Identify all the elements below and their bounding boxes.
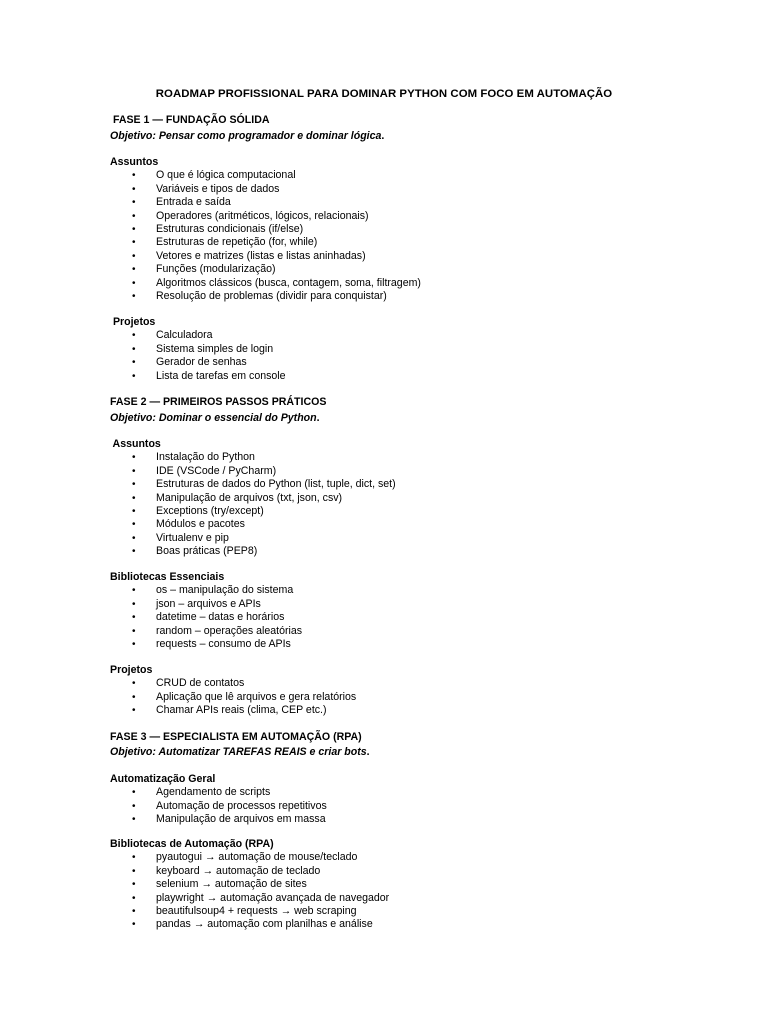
fase2-assuntos-list bbox=[110, 451, 710, 558]
objective-end: . bbox=[316, 411, 320, 424]
list-item-text: Instalação do Python bbox=[156, 451, 255, 464]
fase2-projetos-list bbox=[110, 677, 710, 717]
list-item bbox=[110, 250, 710, 263]
bullet-icon: • bbox=[132, 183, 136, 195]
list-item bbox=[110, 263, 710, 276]
fase1-assuntos-heading: Assuntos bbox=[110, 156, 159, 168]
list-item bbox=[110, 611, 710, 624]
list-item bbox=[110, 478, 710, 491]
fase3-geral-heading: Automatização Geral bbox=[110, 773, 216, 785]
fase3-heading: FASE 3 — ESPECIALISTA EM AUTOMAÇÃO (RPA) bbox=[110, 731, 362, 743]
list-item-text: Estruturas condicionais (if/else) bbox=[156, 222, 304, 235]
list-item-text: O que é lógica computacional bbox=[156, 169, 296, 182]
list-item-text: Estruturas de dados do Python (list, tuple, dict, set) bbox=[156, 478, 396, 491]
list-item-text: Módulos e pacotes bbox=[156, 518, 245, 531]
bullet-icon: • bbox=[132, 598, 136, 610]
fase1-assuntos-list bbox=[110, 169, 710, 303]
bullet-icon: • bbox=[132, 546, 136, 558]
bullet-icon: • bbox=[132, 705, 136, 717]
objective-text: Automatizar TAREFAS REAIS e criar bots bbox=[155, 746, 367, 759]
list-item bbox=[110, 518, 710, 531]
bullet-icon: • bbox=[132, 892, 136, 904]
list-item bbox=[110, 584, 710, 597]
fase2-bibliotecas-list bbox=[110, 584, 710, 651]
list-item-text: beautifulsoup4 + requests → web scraping bbox=[156, 904, 357, 917]
bullet-icon: • bbox=[132, 505, 136, 517]
fase3-rpa bbox=[110, 838, 710, 932]
objective-label: Objetivo: bbox=[110, 411, 156, 424]
list-item bbox=[110, 356, 710, 369]
list-item-text: pandas → automação com planilhas e análise bbox=[156, 918, 373, 931]
list-item bbox=[110, 786, 710, 799]
list-item-text: selenium → automação de sites bbox=[156, 878, 307, 891]
bullet-icon: • bbox=[132, 492, 136, 504]
list-item bbox=[110, 169, 710, 182]
bullet-icon: • bbox=[132, 519, 136, 531]
list-item bbox=[110, 210, 710, 223]
list-item-text: Manipulação de arquivos (txt, json, csv) bbox=[156, 491, 343, 504]
list-item-text: Entrada e saída bbox=[156, 196, 231, 209]
list-item bbox=[110, 813, 710, 826]
bullet-icon: • bbox=[132, 678, 136, 690]
list-item bbox=[110, 505, 710, 518]
fase3-objective bbox=[110, 746, 710, 759]
list-item-text: Sistema simples de login bbox=[156, 342, 274, 355]
list-item bbox=[110, 691, 710, 704]
list-item bbox=[110, 677, 710, 690]
bullet-icon: • bbox=[132, 370, 136, 382]
list-item-text: Boas práticas (PEP8) bbox=[156, 545, 258, 558]
fase1-projetos-list bbox=[110, 329, 710, 383]
list-item bbox=[110, 532, 710, 545]
list-item bbox=[110, 492, 710, 505]
list-item-text: Virtualenv e pip bbox=[156, 531, 229, 544]
list-item bbox=[110, 892, 710, 905]
bullet-icon: • bbox=[132, 197, 136, 209]
document-title: ROADMAP PROFISSIONAL PARA DOMINAR PYTHON COM FOCO EM AUTOMAÇÃO bbox=[155, 88, 613, 100]
list-item-text: Aplicação que lê arquivos e gera relatórios bbox=[156, 690, 357, 703]
bullet-icon: • bbox=[132, 852, 136, 864]
fase2-bibliotecas bbox=[110, 571, 710, 651]
fase1-assuntos bbox=[110, 156, 710, 303]
list-item bbox=[110, 918, 710, 931]
list-item-text: CRUD de contatos bbox=[156, 677, 245, 690]
fase1-section bbox=[110, 114, 710, 143]
fase2-projetos bbox=[110, 664, 710, 718]
list-item bbox=[110, 236, 710, 249]
fase1-heading: FASE 1 — FUNDAÇÃO SÓLIDA bbox=[110, 114, 270, 126]
list-item bbox=[110, 465, 710, 478]
fase3-section bbox=[110, 731, 710, 760]
bullet-icon: • bbox=[132, 905, 136, 917]
list-item bbox=[110, 878, 710, 891]
bullet-icon: • bbox=[132, 879, 136, 891]
list-item-text: requests – consumo de APIs bbox=[156, 637, 291, 650]
list-item-text: Funções (modularização) bbox=[156, 263, 276, 276]
list-item-text: Lista de tarefas em console bbox=[156, 369, 286, 382]
bullet-icon: • bbox=[132, 330, 136, 342]
fase2-assuntos bbox=[110, 438, 710, 559]
list-item bbox=[110, 370, 710, 383]
list-item-text: pyautogui → automação de mouse/teclado bbox=[156, 851, 358, 864]
list-item-text: Agendamento de scripts bbox=[156, 786, 271, 799]
bullet-icon: • bbox=[132, 357, 136, 369]
objective-label: Objetivo: bbox=[110, 129, 156, 142]
bullet-icon: • bbox=[132, 585, 136, 597]
list-item bbox=[110, 343, 710, 356]
list-item-text: Chamar APIs reais (clima, CEP etc.) bbox=[156, 704, 327, 717]
bullet-icon: • bbox=[132, 479, 136, 491]
fase2-heading: FASE 2 — PRIMEIROS PASSOS PRÁTICOS bbox=[110, 396, 327, 408]
bullet-icon: • bbox=[132, 814, 136, 826]
list-item bbox=[110, 800, 710, 813]
bullet-icon: • bbox=[132, 465, 136, 477]
objective-text: Pensar como programador e dominar lógica bbox=[155, 129, 382, 142]
list-item-text: Vetores e matrizes (listas e listas aninhadas) bbox=[156, 249, 366, 262]
list-item bbox=[110, 638, 710, 651]
list-item-text: Resolução de problemas (dividir para conquistar) bbox=[156, 289, 387, 302]
fase1-projetos bbox=[110, 316, 710, 383]
list-item bbox=[110, 704, 710, 717]
fase2-bibliotecas-heading: Bibliotecas Essenciais bbox=[110, 571, 225, 583]
bullet-icon: • bbox=[132, 277, 136, 289]
fase3-geral bbox=[110, 773, 710, 827]
bullet-icon: • bbox=[132, 532, 136, 544]
bullet-icon: • bbox=[132, 787, 136, 799]
bullet-icon: • bbox=[132, 223, 136, 235]
list-item-text: json – arquivos e APIs bbox=[156, 597, 261, 610]
list-item bbox=[110, 545, 710, 558]
list-item bbox=[110, 329, 710, 342]
bullet-icon: • bbox=[132, 638, 136, 650]
list-item-text: IDE (VSCode / PyCharm) bbox=[156, 464, 277, 477]
bullet-icon: • bbox=[132, 250, 136, 262]
bullet-icon: • bbox=[132, 865, 136, 877]
list-item-text: Manipulação de arquivos em massa bbox=[156, 813, 326, 826]
list-item bbox=[110, 865, 710, 878]
fase2-section bbox=[110, 396, 710, 425]
objective-text: Dominar o essencial do Python bbox=[155, 411, 317, 424]
fase2-assuntos-heading: Assuntos bbox=[110, 438, 161, 450]
list-item-text: playwright → automação avançada de navegador bbox=[156, 891, 390, 904]
bullet-icon: • bbox=[132, 170, 136, 182]
objective-label: Objetivo: bbox=[110, 746, 156, 759]
list-item-text: os – manipulação do sistema bbox=[156, 584, 294, 597]
bullet-icon: • bbox=[132, 237, 136, 249]
fase3-rpa-heading: Bibliotecas de Automação (RPA) bbox=[110, 838, 274, 850]
list-item-text: Estruturas de repetição (for, while) bbox=[156, 236, 318, 249]
list-item bbox=[110, 851, 710, 864]
list-item-text: Operadores (aritméticos, lógicos, relacionais) bbox=[156, 209, 369, 222]
list-item-text: Automação de processos repetitivos bbox=[156, 799, 327, 812]
list-item bbox=[110, 183, 710, 196]
list-item bbox=[110, 598, 710, 611]
bullet-icon: • bbox=[132, 264, 136, 276]
list-item bbox=[110, 196, 710, 209]
bullet-icon: • bbox=[132, 625, 136, 637]
bullet-icon: • bbox=[132, 919, 136, 931]
bullet-icon: • bbox=[132, 290, 136, 302]
list-item bbox=[110, 277, 710, 290]
objective-end: . bbox=[381, 129, 385, 142]
list-item-text: Exceptions (try/except) bbox=[156, 504, 264, 517]
list-item-text: random – operações aleatórias bbox=[156, 624, 303, 637]
list-item-text: Algoritmos clássicos (busca, contagem, soma, filtragem) bbox=[156, 276, 421, 289]
fase3-geral-list bbox=[110, 786, 710, 826]
bullet-icon: • bbox=[132, 691, 136, 703]
objective-end: . bbox=[366, 746, 370, 759]
list-item bbox=[110, 223, 710, 236]
list-item-text: datetime – datas e horários bbox=[156, 611, 285, 624]
list-item-text: Variáveis e tipos de dados bbox=[156, 182, 280, 195]
list-item bbox=[110, 451, 710, 464]
fase3-rpa-list bbox=[110, 851, 710, 931]
list-item-text: Gerador de senhas bbox=[156, 356, 247, 369]
fase1-objective bbox=[110, 130, 710, 143]
list-item-text: keyboard → automação de teclado bbox=[156, 864, 321, 877]
list-item bbox=[110, 625, 710, 638]
list-item-text: Calculadora bbox=[156, 329, 213, 342]
list-item bbox=[110, 290, 710, 303]
fase2-projetos-heading: Projetos bbox=[110, 664, 153, 676]
bullet-icon: • bbox=[132, 210, 136, 222]
bullet-icon: • bbox=[132, 343, 136, 355]
fase2-objective bbox=[110, 412, 710, 425]
list-item bbox=[110, 905, 710, 918]
bullet-icon: • bbox=[132, 452, 136, 464]
fase1-projetos-heading: Projetos bbox=[110, 316, 156, 328]
bullet-icon: • bbox=[132, 800, 136, 812]
bullet-icon: • bbox=[132, 612, 136, 624]
